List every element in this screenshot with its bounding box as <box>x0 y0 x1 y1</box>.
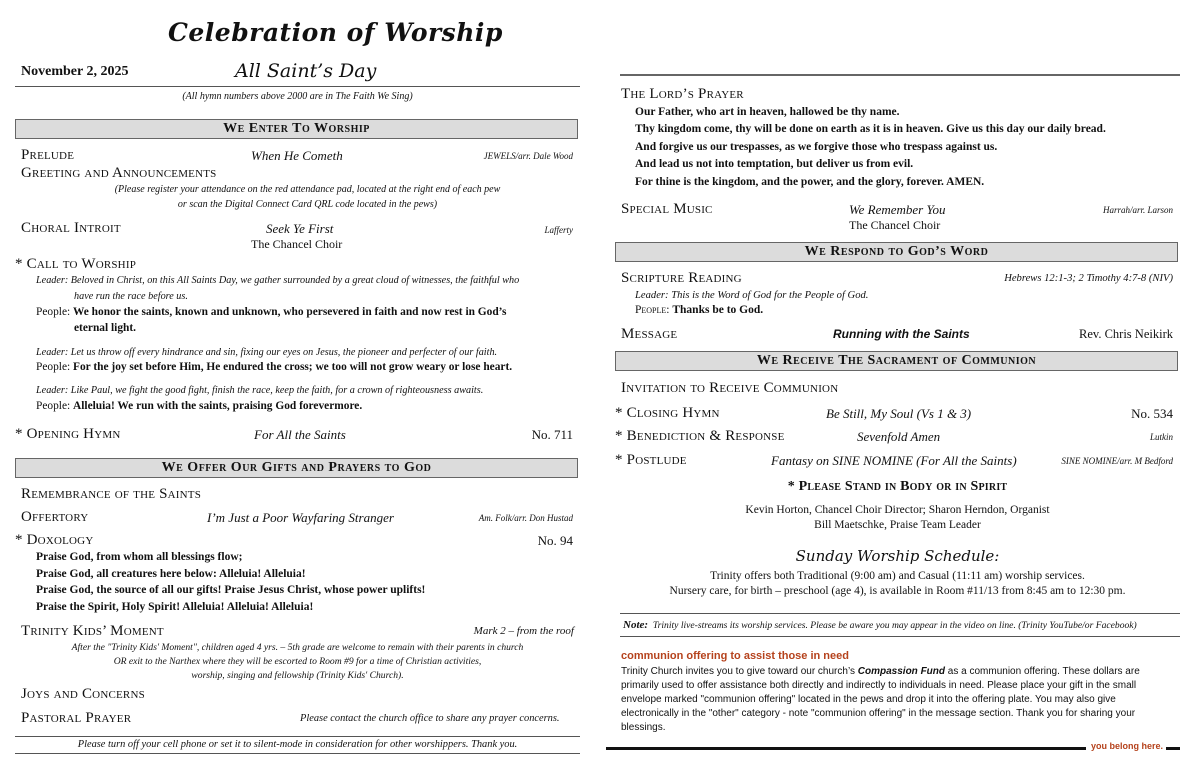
postlude-credit: SINE NOMINE/arr. M Bedford <box>1061 456 1173 466</box>
right-top-rule <box>620 74 1180 76</box>
call-leader-2: Leader: Let us throw off every hindrance and sin, fixing our eyes on Jesus, the pioneer and perfecter of our faith. <box>36 347 498 358</box>
kids-note-3: worship, singing and fellowship (Trinity Kids' Church). <box>191 670 404 681</box>
closing-hymn-label: * Closing Hymn <box>615 405 720 421</box>
postlude-title: Fantasy on SINE NOMINE (For All the Saints) <box>771 453 1017 468</box>
people-prefix: People: <box>36 361 74 373</box>
kids-moment-ref: Mark 2 – from the roof <box>473 625 574 637</box>
call-people-2-text: For the joy set before Him, He endured the cross; we too will not grow weary or lose heart. <box>73 361 513 373</box>
section-gifts-prayers: We Offer Our Gifts and Prayers to God <box>15 458 578 478</box>
call-people-3-text: Alleluia! We run with the saints, praising God forevermore. <box>73 400 363 412</box>
call-leader-1b: have run the race before us. <box>74 291 188 302</box>
schedule-title: Sunday Worship Schedule: <box>795 547 1000 565</box>
livestream-note <box>623 619 1137 631</box>
people-prefix: People: <box>36 400 74 412</box>
doxology-line-2: Praise God, all creatures here below: Alleluia! Alleluia! <box>36 568 306 580</box>
call-to-worship-label: * Call to Worship <box>15 256 137 272</box>
lords-prayer-line-2: Thy kingdom come, thy will be done on earth as it is in heaven. Give us this day our daily bread. <box>635 123 1106 135</box>
special-music-sub: The Chancel Choir <box>849 218 941 232</box>
postlude-label: * Postlude <box>615 452 687 468</box>
note-rule-bottom <box>620 636 1180 637</box>
doxology-line-1: Praise God, from whom all blessings flow; <box>36 551 243 563</box>
footer-bar <box>606 747 1086 750</box>
footer-bar-end <box>1166 747 1180 750</box>
offertory-label: Offertory <box>21 509 89 525</box>
call-leader-3: Leader: Like Paul, we fight the good fight, finish the race, keep the faith, for a crown of righteousness awaits. <box>36 385 484 396</box>
stand-notice: * Please Stand in Body or in Spirit <box>787 479 1008 494</box>
communion-offering-text-post: as a communion offering. These dollars are primarily used to offer assistance both directly and indirectly to individuals in need. Please place your gift in the small envelope marked "communion offering" located in the pews and drop it into the offering plate. You may also give electronically in the "other" category - note "communion offering" in the message section. Thank you for sharing your blessings. <box>621 666 1140 733</box>
offertory-title: I’m Just a Poor Wayfaring Stranger <box>207 510 394 525</box>
joys-concerns-label: Joys and Concerns <box>21 686 145 702</box>
section-communion: We Receive The Sacrament of Communion <box>615 351 1178 371</box>
pastoral-prayer-note: Please contact the church office to share any prayer concerns. <box>300 713 560 724</box>
call-leader-1: Leader: Beloved in Christ, on this All Saints Day, we gather surrounded by a great cloud of witnesses, the faithful who <box>36 275 520 286</box>
choral-introit-title: Seek Ye First <box>266 221 334 236</box>
opening-hymn-number: No. 711 <box>531 427 573 442</box>
benediction-label: * Benediction & Response <box>615 428 785 444</box>
kids-note-2: OR exit to the Narthex where they will be escorted to Room #9 for a time of Christian activities, <box>113 656 482 667</box>
lords-prayer-label: The Lord’s Prayer <box>621 86 744 102</box>
footer-rule-top <box>15 736 580 737</box>
kids-moment-label: Trinity Kids’ Moment <box>21 623 164 639</box>
cellphone-notice: Please turn off your cell phone or set it to silent-mode in consideration for other worshippers. Thank you. <box>77 739 518 750</box>
scripture-ref: Hebrews 12:1-3; 2 Timothy 4:7-8 (NIV) <box>1004 273 1173 284</box>
lords-prayer-line-3: And forgive us our trespasses, as we forgive those who trespass against us. <box>635 141 998 153</box>
call-people-1-text: We honor the saints, known and unknown, who persevered in faith and now rest in God’s <box>73 306 507 318</box>
call-people-1b: eternal light. <box>74 322 137 334</box>
choral-introit-sub: The Chancel Choir <box>251 237 343 251</box>
greeting-label: Greeting and Announcements <box>21 165 217 181</box>
communion-offering-heading: communion offering to assist those in need <box>621 650 849 662</box>
greeting-note-1: (Please register your attendance on the red attendance pad, located at the right end of each pew <box>114 184 501 195</box>
opening-hymn-label: * Opening Hymn <box>15 426 121 442</box>
section-respond-word: We Respond to God’s Word <box>615 242 1178 262</box>
doxology-number: No. 94 <box>537 533 573 548</box>
kids-note-1: After the "Trinity Kids' Moment", children aged 4 yrs. – 5th grade are welcome to remain with their parents in church <box>71 642 524 653</box>
compassion-fund: Compassion Fund <box>857 666 946 677</box>
doxology-label: * Doxology <box>15 532 94 548</box>
doxology-line-4: Praise the Spirit, Holy Spirit! Alleluia! Alleluia! Alleluia! <box>36 601 314 613</box>
remembrance-label: Remembrance of the Saints <box>21 486 202 502</box>
communion-offering-text-pre: Trinity Church invites you to give toward our church’s <box>621 666 858 677</box>
communion-offering-text <box>621 665 1171 735</box>
occasion-title: All Saint’s Day <box>235 60 377 82</box>
pastoral-prayer-label: Pastoral Prayer <box>21 710 132 726</box>
hymn-note: (All hymn numbers above 2000 are in The Faith We Sing) <box>182 91 413 102</box>
note-text: Trinity live-streams its worship services. Please be aware you may appear in the video on line. (Trinity YouTube/or Facebook) <box>652 620 1137 631</box>
offertory-credit: Am. Folk/arr. Don Hustad <box>478 513 573 523</box>
section-enter-worship: We Enter To Worship <box>15 119 578 139</box>
schedule-line-2: Nursery care, for birth – preschool (age 4), is available in Room #11/13 from 8:45 am to 12:30 pm. <box>669 585 1126 597</box>
opening-hymn-title: For All the Saints <box>254 427 346 442</box>
message-title: Running with the Saints <box>833 327 970 341</box>
doxology-line-3: Praise God, the source of all our gifts! Praise Jesus Christ, whose power uplifts! <box>36 584 426 596</box>
staff-line-2: Bill Maetschke, Praise Team Leader <box>814 519 981 531</box>
benediction-title: Sevenfold Amen <box>857 429 941 444</box>
prelude-label: Prelude <box>21 147 75 163</box>
schedule-line-1: Trinity offers both Traditional (9:00 am) and Casual (11:11 am) worship services. <box>710 570 1085 582</box>
choral-introit-label: Choral Introit <box>21 220 121 236</box>
lords-prayer-line-5: For thine is the kingdom, and the power, and the glory, forever. AMEN. <box>635 176 985 188</box>
scripture-people <box>635 304 763 316</box>
header-rule <box>15 86 580 87</box>
message-label: Message <box>621 326 678 342</box>
greeting-note-2: or scan the Digital Connect Card QRL code located in the pews) <box>177 199 438 210</box>
prelude-title: When He Cometh <box>251 148 343 163</box>
people-prefix: People: <box>36 306 74 318</box>
benediction-credit: Lutkin <box>1149 432 1173 442</box>
call-people-1 <box>36 306 507 318</box>
note-rule-top <box>620 613 1180 614</box>
closing-hymn-number: No. 534 <box>1131 406 1173 421</box>
choral-introit-credit: Lafferty <box>544 225 573 235</box>
people-prefix: People: <box>635 304 673 316</box>
bulletin-title: Celebration of Worship <box>168 18 503 47</box>
lords-prayer-line-1: Our Father, who art in heaven, hallowed be thy name. <box>635 106 900 118</box>
message-speaker: Rev. Chris Neikirk <box>1079 327 1173 341</box>
footer-rule-bottom <box>15 753 580 754</box>
special-music-label: Special Music <box>621 201 713 217</box>
scripture-people-text: Thanks be to God. <box>672 304 764 316</box>
prelude-credit: JEWELS/arr. Dale Wood <box>483 151 573 161</box>
scripture-label: Scripture Reading <box>621 270 742 286</box>
tagline: you belong here. <box>1091 741 1164 751</box>
call-people-2 <box>36 361 512 373</box>
special-music-title: We Remember You <box>849 202 946 217</box>
service-date: November 2, 2025 <box>21 64 129 79</box>
closing-hymn-title: Be Still, My Soul (Vs 1 & 3) <box>826 406 972 421</box>
scripture-leader: Leader: This is the Word of God for the People of God. <box>635 290 869 301</box>
invitation-label: Invitation to Receive Communion <box>621 380 839 396</box>
note-label: Note: <box>623 619 649 631</box>
lords-prayer-line-4: And lead us not into temptation, but deliver us from evil. <box>635 158 914 170</box>
call-people-3 <box>36 400 362 412</box>
special-music-credit: Harrah/arr. Larson <box>1102 205 1173 215</box>
staff-line-1: Kevin Horton, Chancel Choir Director; Sharon Herndon, Organist <box>745 504 1050 516</box>
